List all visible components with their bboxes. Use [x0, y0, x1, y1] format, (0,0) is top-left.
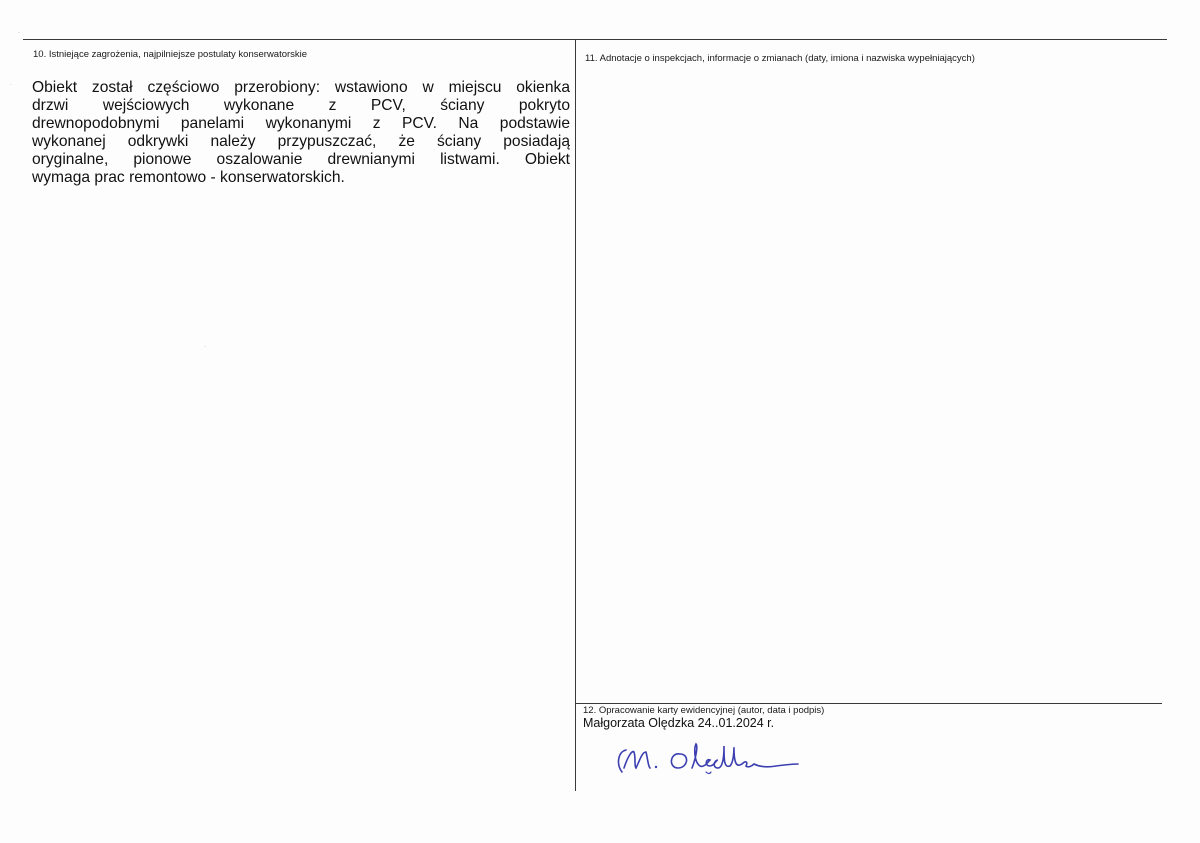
handwritten-signature	[608, 738, 808, 780]
author-line: Małgorzata Olędzka 24..01.2024 r.	[583, 716, 775, 730]
section-12-top-rule	[575, 703, 1162, 704]
section-12-label: 12. Opracowanie karty ewidencyjnej (autor, data i podpis)	[583, 705, 825, 716]
body-line: wykonanej odkrywki należy przypuszczać, że ściany posiadają	[32, 133, 570, 150]
section-10-body	[32, 79, 570, 187]
column-divider	[575, 39, 576, 791]
scan-speck: ·	[10, 82, 12, 88]
section-11-label: 11. Adnotacje o inspekcjach, informacje o zmianach (daty, imiona i nazwiska wypełniających)	[585, 53, 975, 64]
top-rule	[23, 39, 1167, 40]
body-line: Obiekt został częściowo przerobiony: wstawiono w miejscu okienka	[32, 79, 570, 96]
body-line: drzwi wejściowych wykonane z PCV, ściany pokryto	[32, 97, 570, 114]
scan-speck: ·	[18, 30, 20, 36]
body-line: oryginalne, pionowe oszalowanie drewnianymi listwami. Obiekt	[32, 151, 570, 168]
body-line: wymaga prac remontowo - konserwatorskich.	[32, 169, 345, 186]
section-10-label: 10. Istniejące zagrożenia, najpilniejsze postulaty konserwatorskie	[33, 49, 308, 60]
scan-speck: ·	[204, 344, 206, 350]
body-line: drewnopodobnymi panelami wykonanymi z PCV. Na podstawie	[32, 115, 570, 132]
